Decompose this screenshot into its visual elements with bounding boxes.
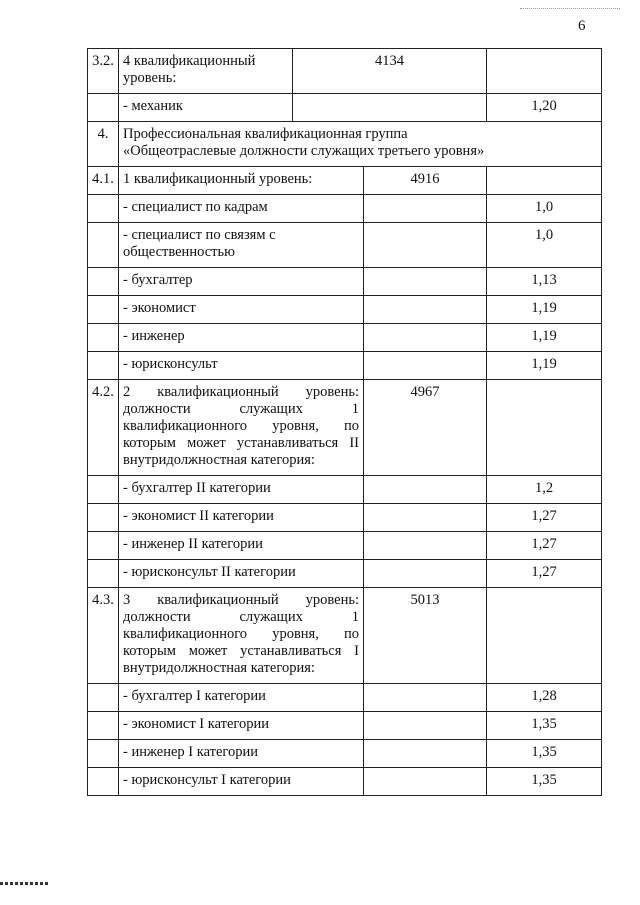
position-name: - экономист I категории <box>119 712 364 740</box>
position-name: - юрисконсульт I категории <box>119 768 364 796</box>
table-row <box>88 122 602 167</box>
row-number <box>88 684 119 712</box>
level-code <box>364 504 487 532</box>
table-row <box>88 768 602 796</box>
position-name: - бухгалтер I категории <box>119 684 364 712</box>
level-code <box>364 532 487 560</box>
position-name: - специалист по кадрам <box>119 195 364 223</box>
row-number <box>88 476 119 504</box>
coefficient: 1,35 <box>487 740 602 768</box>
level-code: 4916 <box>364 167 487 195</box>
level-code <box>364 768 487 796</box>
table-row <box>88 504 602 532</box>
level-code <box>364 268 487 296</box>
coefficient: 1,35 <box>487 712 602 740</box>
table-row <box>88 532 602 560</box>
group-title-line2: «Общеотраслевые должности служащих третьего уровня» <box>123 143 485 159</box>
level-label: 4 квалификационный уровень: <box>119 49 293 93</box>
level-code <box>364 296 487 324</box>
position-name: - инженер I категории <box>119 740 364 768</box>
empty-cell <box>293 94 486 121</box>
level-label: 1 квалификационный уровень: <box>119 167 364 195</box>
coefficient: 1,28 <box>487 684 602 712</box>
level-code <box>364 352 487 380</box>
table-row <box>88 740 602 768</box>
row-number: 3.2. <box>88 49 119 94</box>
row-number <box>88 268 119 296</box>
row-number <box>88 740 119 768</box>
level-code <box>364 476 487 504</box>
coefficient: 1,27 <box>487 560 602 588</box>
table-row <box>88 684 602 712</box>
row-number <box>88 560 119 588</box>
level-code <box>364 712 487 740</box>
coefficient: 1,19 <box>487 352 602 380</box>
coefficient <box>487 380 602 476</box>
position-name: - бухгалтер II категории <box>119 476 364 504</box>
table-row <box>88 560 602 588</box>
row-number <box>88 504 119 532</box>
row-number: 4.3. <box>88 588 119 684</box>
scan-edge-mark <box>0 882 50 885</box>
level-label: 2 квалификационный уровень: должности служащих 1 квалификационного уровня, по которым может устанавливаться II внутридолжностная категория: <box>119 380 364 476</box>
row-number <box>88 768 119 796</box>
table-row <box>88 324 602 352</box>
table-row <box>88 588 602 684</box>
position-name: - инженер II категории <box>119 532 364 560</box>
coefficient: 1,20 <box>487 94 602 122</box>
position-cell <box>119 94 487 122</box>
row-number <box>88 712 119 740</box>
level-code <box>364 223 487 268</box>
position-name: - экономист II категории <box>119 504 364 532</box>
table-row <box>88 167 602 195</box>
table-row <box>88 49 602 94</box>
row-number <box>88 195 119 223</box>
row-number <box>88 532 119 560</box>
table-row <box>88 352 602 380</box>
position-name: - юрисконсульт <box>119 352 364 380</box>
position-name: - бухгалтер <box>119 268 364 296</box>
coefficient <box>487 588 602 684</box>
table-row <box>88 476 602 504</box>
table-row <box>88 195 602 223</box>
position-name: - юрисконсульт II категории <box>119 560 364 588</box>
position-name: - специалист по связям с общественностью <box>119 223 364 268</box>
coefficient: 1,0 <box>487 195 602 223</box>
level-code: 4134 <box>375 53 404 69</box>
table-row <box>88 94 602 122</box>
row-number <box>88 296 119 324</box>
level-code <box>364 684 487 712</box>
row-number <box>88 324 119 352</box>
level-code <box>364 324 487 352</box>
level-code <box>364 195 487 223</box>
level-code: 5013 <box>364 588 487 684</box>
position-name: - механик <box>119 94 293 121</box>
table-row <box>88 268 602 296</box>
row-number: 4.2. <box>88 380 119 476</box>
position-name: - инженер <box>119 324 364 352</box>
table-row <box>88 380 602 476</box>
coefficient: 1,0 <box>487 223 602 268</box>
row-number <box>88 94 119 122</box>
coefficient: 1,19 <box>487 296 602 324</box>
coefficient: 1,27 <box>487 532 602 560</box>
position-name: - экономист <box>119 296 364 324</box>
table-row <box>88 712 602 740</box>
coefficient: 1,35 <box>487 768 602 796</box>
row-number <box>88 352 119 380</box>
level-label: 3 квалификационный уровень: должности служащих 1 квалификационного уровня, по которым может устанавливаться I внутридолжностная категория: <box>119 588 364 684</box>
qualification-table <box>87 48 602 796</box>
coefficient <box>487 49 602 94</box>
table-row <box>88 296 602 324</box>
group-title <box>119 122 602 167</box>
level-name <box>119 49 487 94</box>
row-number: 4.1. <box>88 167 119 195</box>
row-number: 4. <box>88 122 119 167</box>
level-code <box>364 560 487 588</box>
scan-header-noise <box>520 8 620 12</box>
coefficient: 1,19 <box>487 324 602 352</box>
coefficient <box>487 167 602 195</box>
coefficient: 1,27 <box>487 504 602 532</box>
level-code <box>364 740 487 768</box>
row-number <box>88 223 119 268</box>
page-number: 6 <box>578 18 586 34</box>
table-row <box>88 223 602 268</box>
group-title-line1: Профессиональная квалификационная группа <box>123 126 408 142</box>
coefficient: 1,13 <box>487 268 602 296</box>
coefficient: 1,2 <box>487 476 602 504</box>
level-code: 4967 <box>364 380 487 476</box>
